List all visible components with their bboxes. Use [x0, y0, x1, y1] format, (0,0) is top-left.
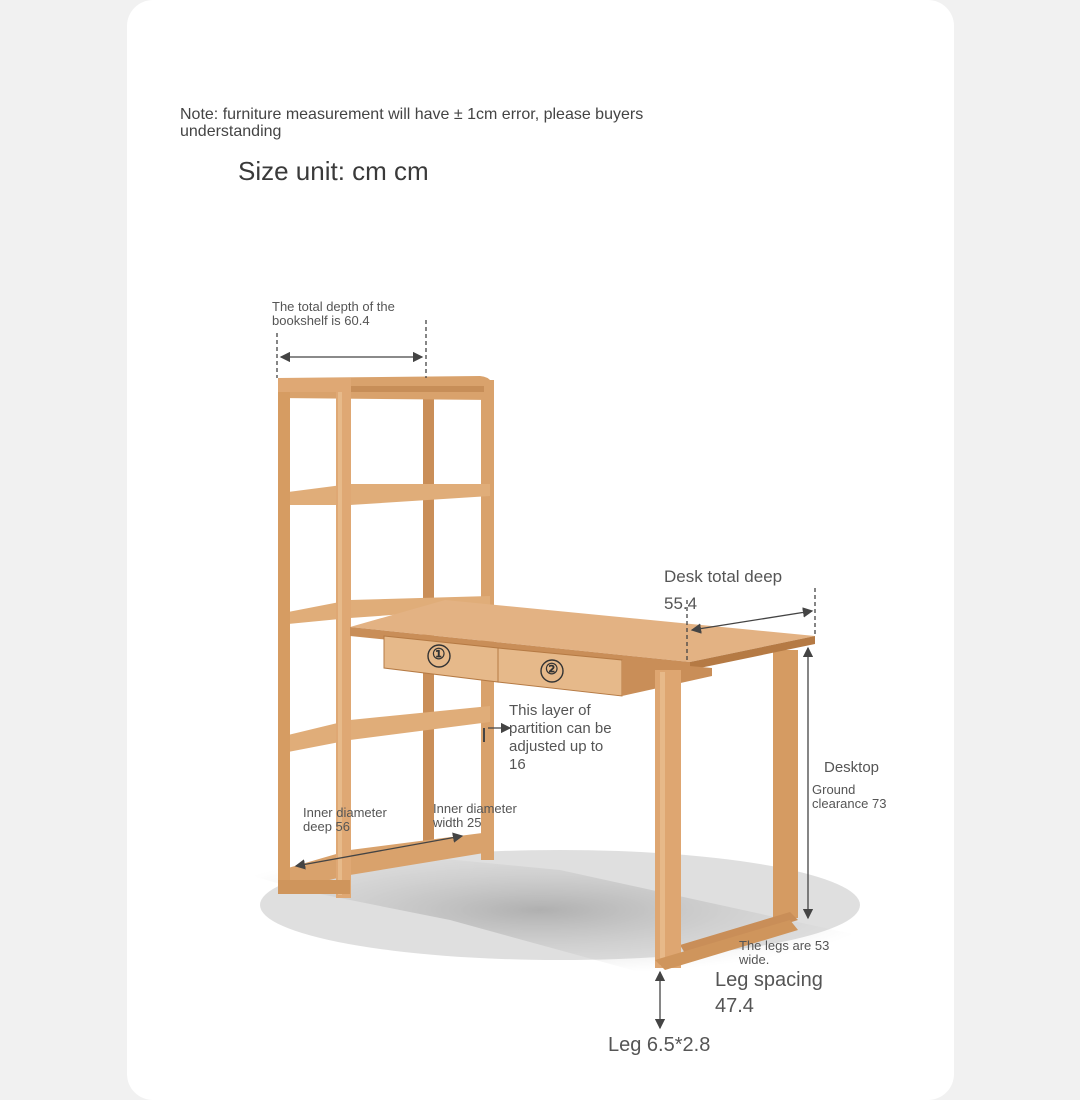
legs-wide-label: The legs are 53 wide.	[739, 938, 830, 967]
inner-deep-label: Inner diameter deep 56	[303, 805, 387, 834]
drawer-2-number: ②	[545, 661, 559, 678]
leg-spacing-title: Leg spacing	[715, 969, 823, 991]
size-unit-heading: Size unit: cm cm	[238, 156, 429, 186]
partition-label: This layer of partition can be adjusted up to 16	[509, 702, 612, 773]
ground-clearance-label: Ground clearance 73	[812, 782, 887, 811]
bookshelf-depth-label: The total depth of the bookshelf is 60.4	[272, 299, 395, 328]
inner-width-label: Inner diameter width 25	[433, 801, 517, 830]
measurement-note: Note: furniture measurement will have ± 1cm error, please buyers understanding	[180, 106, 644, 140]
desk-deep-value: 55.4	[664, 594, 698, 613]
drawer-1-number: ①	[432, 646, 446, 663]
desktop-label: Desktop	[824, 759, 880, 776]
leg-spacing-value: 47.4	[715, 995, 754, 1017]
desk-deep-title: Desk total deep	[664, 567, 783, 586]
leg-size-label: Leg 6.5*2.8	[608, 1034, 711, 1056]
